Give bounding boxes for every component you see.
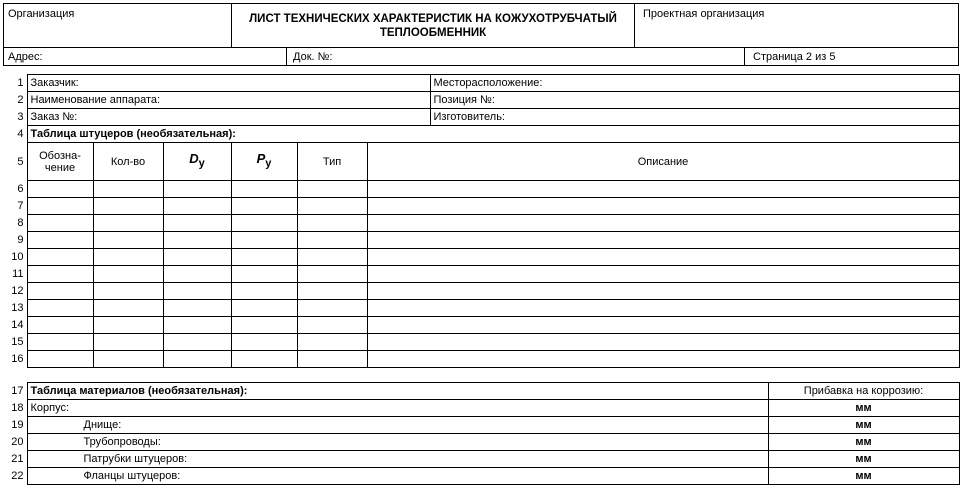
doc-number-cell xyxy=(286,47,745,66)
nozzle-cell xyxy=(27,249,93,266)
address-label: Адрес: xyxy=(8,51,43,63)
row-number: 8 xyxy=(17,217,24,229)
nozzle-cell xyxy=(367,317,959,334)
nozzle-cell xyxy=(163,334,231,351)
nozzle-cell xyxy=(27,283,93,300)
table-row xyxy=(3,300,959,317)
material-label: Патрубки штуцеров: xyxy=(27,451,768,468)
designation-column-header xyxy=(27,143,93,181)
nozzle-cell xyxy=(27,300,93,317)
nozzle-cell xyxy=(231,351,297,368)
order-number-label: Заказ №: xyxy=(27,109,430,126)
nozzle-cell xyxy=(297,249,367,266)
nozzle-cell xyxy=(27,266,93,283)
nozzle-cell xyxy=(163,283,231,300)
table-row xyxy=(3,215,959,232)
material-label: Трубопроводы: xyxy=(27,434,768,451)
nozzle-cell xyxy=(367,232,959,249)
row-number: 1 xyxy=(17,77,24,89)
table-row xyxy=(3,232,959,249)
nozzle-cell xyxy=(297,215,367,232)
nozzle-cell xyxy=(297,266,367,283)
nozzle-cell xyxy=(93,334,163,351)
table-row xyxy=(3,400,959,417)
table-row xyxy=(3,198,959,215)
unit-label: мм xyxy=(768,468,959,485)
row-number: 11 xyxy=(12,268,24,280)
nozzle-cell xyxy=(367,266,959,283)
title-line-2: ТЕПЛООБМЕННИК xyxy=(379,26,487,39)
unit-label: мм xyxy=(768,417,959,434)
table-row xyxy=(3,181,959,198)
corrosion-allowance-header: Прибавка на коррозию: xyxy=(768,383,959,400)
nozzle-cell xyxy=(231,198,297,215)
unit-label: мм xyxy=(768,451,959,468)
row-number: 4 xyxy=(17,128,24,140)
nozzle-cell xyxy=(163,351,231,368)
table-row xyxy=(3,351,959,368)
row-number: 20 xyxy=(11,436,24,448)
page-number-label: Страница 2 из 5 xyxy=(753,51,836,63)
nozzle-cell xyxy=(27,198,93,215)
dy-symbol: D xyxy=(189,151,199,167)
table-row xyxy=(3,249,959,266)
nozzle-cell xyxy=(163,181,231,198)
design-organization-label: Проектная организация xyxy=(643,8,765,20)
design-organization-cell xyxy=(634,3,959,48)
doc-number-label: Док. №: xyxy=(293,51,333,63)
row-number: 2 xyxy=(17,94,24,106)
row-number: 19 xyxy=(11,419,24,431)
nozzle-cell xyxy=(93,198,163,215)
table-row xyxy=(3,334,959,351)
row-number: 7 xyxy=(17,200,24,212)
nozzle-cell xyxy=(231,317,297,334)
organization-label: Организация xyxy=(8,8,75,20)
address-cell xyxy=(3,47,287,66)
nozzle-cell xyxy=(93,300,163,317)
designation-header-line-1: Обозна- xyxy=(39,149,81,162)
nozzle-cell xyxy=(367,215,959,232)
nozzle-cell xyxy=(367,198,959,215)
nozzle-cell xyxy=(231,181,297,198)
nozzle-cell xyxy=(297,181,367,198)
nozzle-cell xyxy=(231,300,297,317)
nozzle-cell xyxy=(93,181,163,198)
customer-label: Заказчик: xyxy=(27,75,430,92)
nozzle-cell xyxy=(297,300,367,317)
nozzle-cell xyxy=(27,215,93,232)
nozzle-cell xyxy=(231,232,297,249)
table-row xyxy=(3,266,959,283)
organization-cell xyxy=(3,3,232,48)
nozzle-table-header xyxy=(3,143,959,181)
unit-label: мм xyxy=(768,434,959,451)
title-line-1: ЛИСТ ТЕХНИЧЕСКИХ ХАРАКТЕРИСТИК НА КОЖУХОТРУБЧАТЫЙ xyxy=(249,12,617,25)
location-label: Месторасположение: xyxy=(430,75,959,92)
dy-column-header xyxy=(163,143,231,181)
nozzle-cell xyxy=(231,266,297,283)
table-row xyxy=(3,468,959,485)
document-title xyxy=(231,3,635,48)
nozzle-cell xyxy=(93,351,163,368)
nozzle-cell xyxy=(367,300,959,317)
row-number: 21 xyxy=(11,453,24,465)
manufacturer-label: Изготовитель: xyxy=(430,109,959,126)
row-number: 14 xyxy=(11,319,24,331)
nozzle-cell xyxy=(297,283,367,300)
nozzle-cell xyxy=(367,283,959,300)
type-column-header: Тип xyxy=(297,143,367,181)
row-number: 17 xyxy=(11,385,24,397)
nozzle-cell xyxy=(297,198,367,215)
quantity-column-header: Кол-во xyxy=(93,143,163,181)
nozzle-cell xyxy=(231,215,297,232)
nozzle-cell xyxy=(27,334,93,351)
nozzle-cell xyxy=(163,266,231,283)
row-number: 15 xyxy=(11,336,24,348)
py-subscript: у xyxy=(265,157,272,170)
nozzle-cell xyxy=(93,249,163,266)
material-label: Корпус: xyxy=(27,400,768,417)
nozzle-cell xyxy=(93,215,163,232)
nozzle-table-heading: Таблица штуцеров (необязательная): xyxy=(27,126,959,143)
row-number: 6 xyxy=(17,183,24,195)
row-number: 10 xyxy=(11,251,24,263)
materials-table xyxy=(3,382,960,485)
nozzle-cell xyxy=(163,215,231,232)
nozzle-cell xyxy=(163,232,231,249)
nozzle-cell xyxy=(297,351,367,368)
py-column-header xyxy=(231,143,297,181)
nozzle-cell xyxy=(163,198,231,215)
nozzle-cell xyxy=(27,317,93,334)
general-info-table xyxy=(3,74,960,143)
material-label: Днище: xyxy=(27,417,768,434)
nozzle-cell xyxy=(297,317,367,334)
row-number: 13 xyxy=(11,302,24,314)
nozzle-cell xyxy=(297,232,367,249)
table-row xyxy=(3,75,959,92)
nozzle-table xyxy=(3,142,960,368)
nozzle-cell xyxy=(93,283,163,300)
nozzle-cell xyxy=(27,232,93,249)
table-row xyxy=(3,434,959,451)
nozzle-cell xyxy=(163,300,231,317)
unit-label: мм xyxy=(768,400,959,417)
nozzle-cell xyxy=(297,334,367,351)
nozzle-cell xyxy=(93,317,163,334)
py-symbol: P xyxy=(256,151,266,167)
nozzle-cell xyxy=(231,249,297,266)
nozzle-cell xyxy=(27,351,93,368)
table-row xyxy=(3,451,959,468)
nozzle-cell xyxy=(163,249,231,266)
nozzle-cell xyxy=(367,181,959,198)
table-row xyxy=(3,417,959,434)
row-number: 12 xyxy=(11,285,24,297)
description-column-header: Описание xyxy=(367,143,959,181)
table-row xyxy=(3,283,959,300)
row-number: 3 xyxy=(17,111,24,123)
nozzle-cell xyxy=(93,232,163,249)
nozzle-cell xyxy=(367,351,959,368)
nozzle-cell xyxy=(27,181,93,198)
row-number: 5 xyxy=(17,155,24,168)
row-number: 16 xyxy=(11,353,24,365)
nozzle-cell xyxy=(367,334,959,351)
page-number-cell xyxy=(744,47,959,66)
row-number: 9 xyxy=(17,234,24,246)
material-label: Фланцы штуцеров: xyxy=(27,468,768,485)
designation-header-line-2: чение xyxy=(44,161,76,174)
materials-table-heading: Таблица материалов (необязательная): xyxy=(27,383,768,400)
nozzle-cell xyxy=(93,266,163,283)
table-row xyxy=(3,317,959,334)
table-row xyxy=(3,126,959,143)
nozzle-cell xyxy=(231,283,297,300)
materials-table-header xyxy=(3,383,959,400)
row-number: 18 xyxy=(11,402,24,414)
table-row xyxy=(3,92,959,109)
row-number: 22 xyxy=(11,470,24,482)
nozzle-cell xyxy=(231,334,297,351)
nozzle-cell xyxy=(163,317,231,334)
apparatus-name-label: Наименование аппарата: xyxy=(27,92,430,109)
nozzle-cell xyxy=(367,249,959,266)
position-number-label: Позиция №: xyxy=(430,92,959,109)
dy-subscript: у xyxy=(198,157,205,170)
table-row xyxy=(3,109,959,126)
